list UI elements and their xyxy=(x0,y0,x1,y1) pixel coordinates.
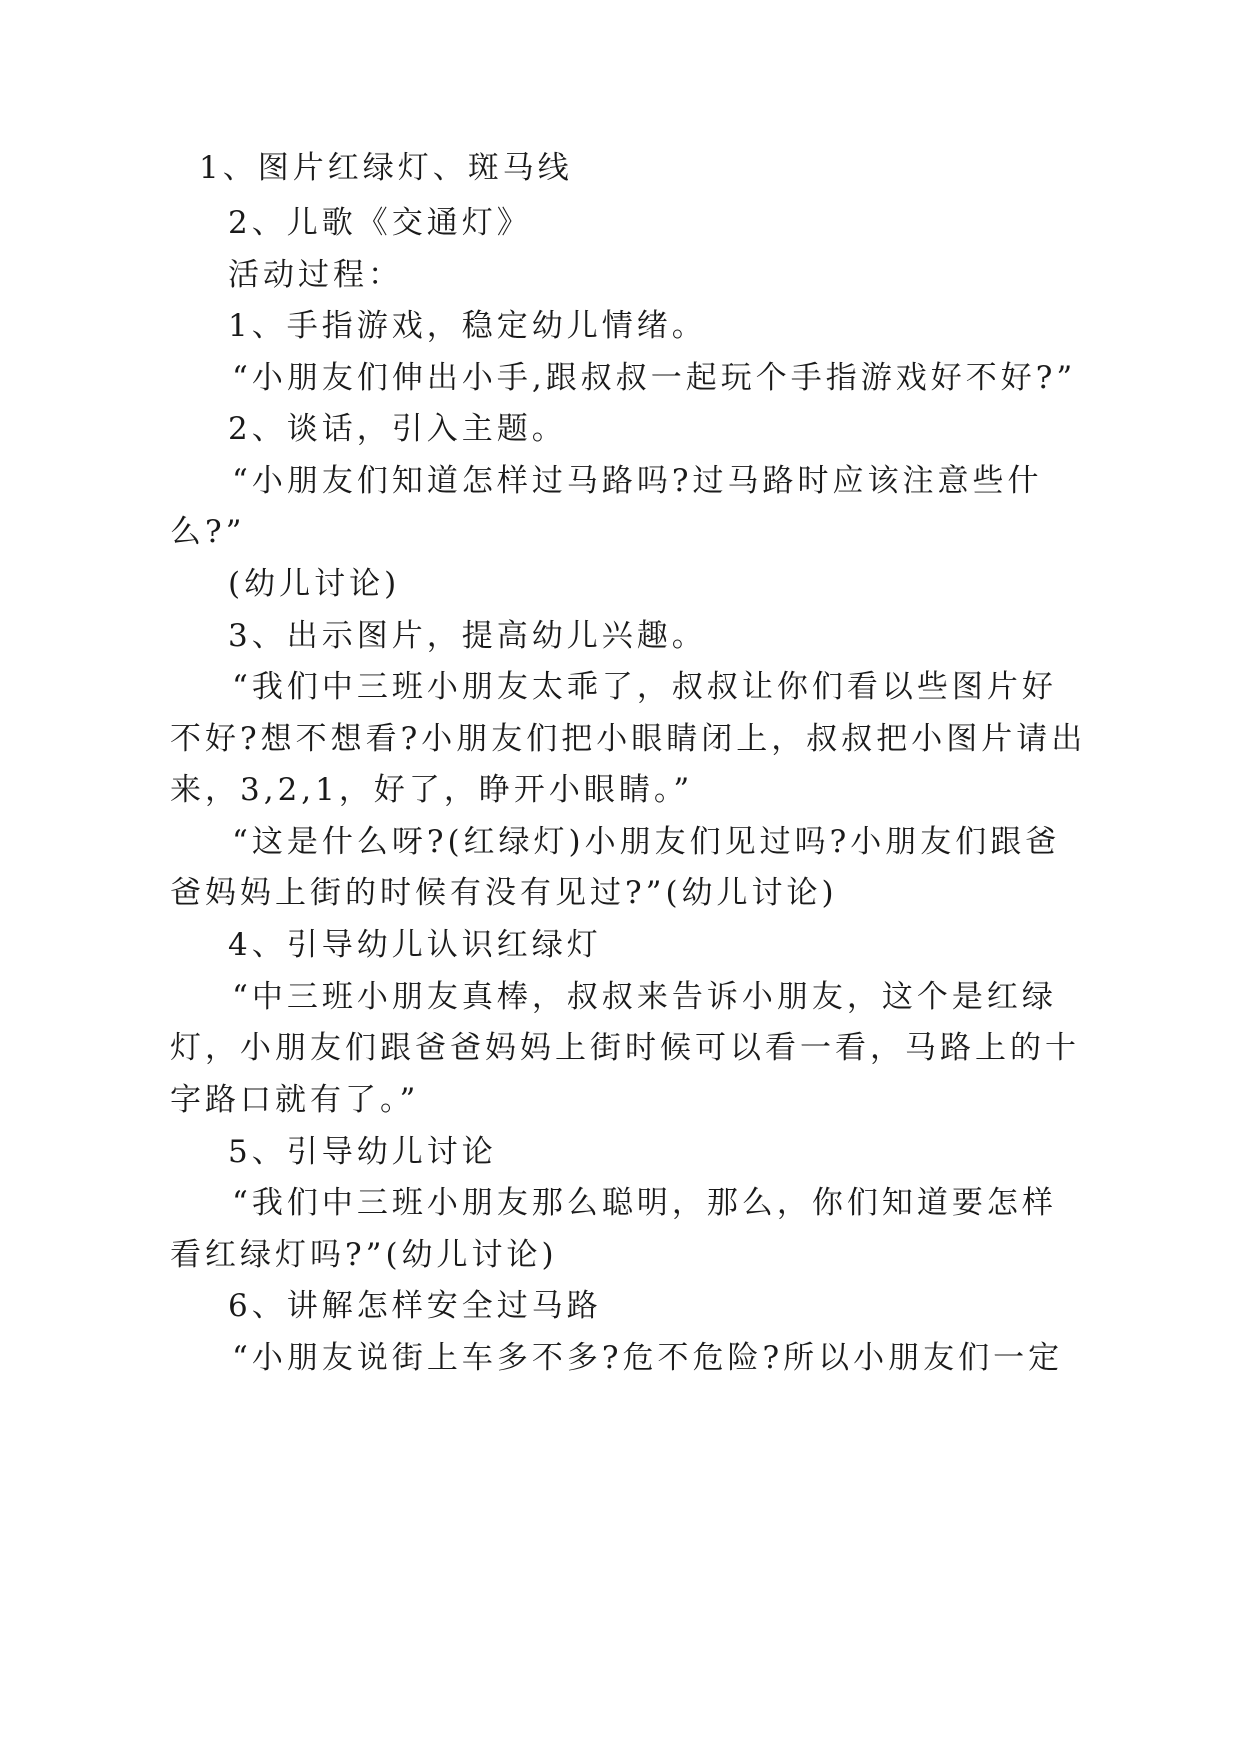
text-line: “中三班小朋友真棒，叔叔来告诉小朋友，这个是红绿 xyxy=(232,979,1057,1015)
text-line: “这是什么呀?(红绿灯)小朋友们见过吗?小朋友们跟爸 xyxy=(232,824,1061,860)
text-line: 字路口就有了。” xyxy=(170,1082,420,1118)
text-line: 活动过程： xyxy=(228,257,403,293)
text-line: 2、谈话，引入主题。 xyxy=(228,411,567,447)
text-line: 看红绿灯吗?”(幼儿讨论) xyxy=(170,1237,558,1273)
text-line: “小朋友们知道怎样过马路吗?过马路时应该注意些什 xyxy=(232,463,1043,499)
text-line: 不好?想不想看?小朋友们把小眼睛闭上，叔叔把小图片请出 xyxy=(170,721,1087,757)
text-line: 1、图片红绿灯、斑马线 xyxy=(199,150,573,186)
text-line: 爸妈妈上街的时候有没有见过?”(幼儿讨论) xyxy=(170,875,838,911)
text-line: 2、儿歌《交通灯》 xyxy=(228,205,532,241)
text-line: 5、引导幼儿讨论 xyxy=(228,1134,497,1170)
text-line: “小朋友说街上车多不多?危不危险?所以小朋友们一定 xyxy=(232,1340,1064,1376)
text-line: 6、讲解怎样安全过马路 xyxy=(228,1288,602,1324)
text-line: “小朋友们伸出小手,跟叔叔一起玩个手指游戏好不好?” xyxy=(232,360,1077,396)
text-line: 来，3,2,1，好了，睁开小眼睛。” xyxy=(170,772,694,808)
text-line: 3、出示图片，提高幼儿兴趣。 xyxy=(228,618,707,654)
text-line: “我们中三班小朋友那么聪明，那么，你们知道要怎样 xyxy=(232,1185,1057,1221)
text-line: 灯，小朋友们跟爸爸妈妈上街时候可以看一看，马路上的十 xyxy=(170,1030,1080,1066)
text-line: “我们中三班小朋友太乖了，叔叔让你们看以些图片好 xyxy=(232,669,1057,705)
text-line: 么?” xyxy=(170,514,246,550)
text-line: 1、手指游戏，稳定幼儿情绪。 xyxy=(228,308,707,344)
text-line: (幼儿讨论) xyxy=(228,566,401,602)
text-line: 4、引导幼儿认识红绿灯 xyxy=(228,927,602,963)
